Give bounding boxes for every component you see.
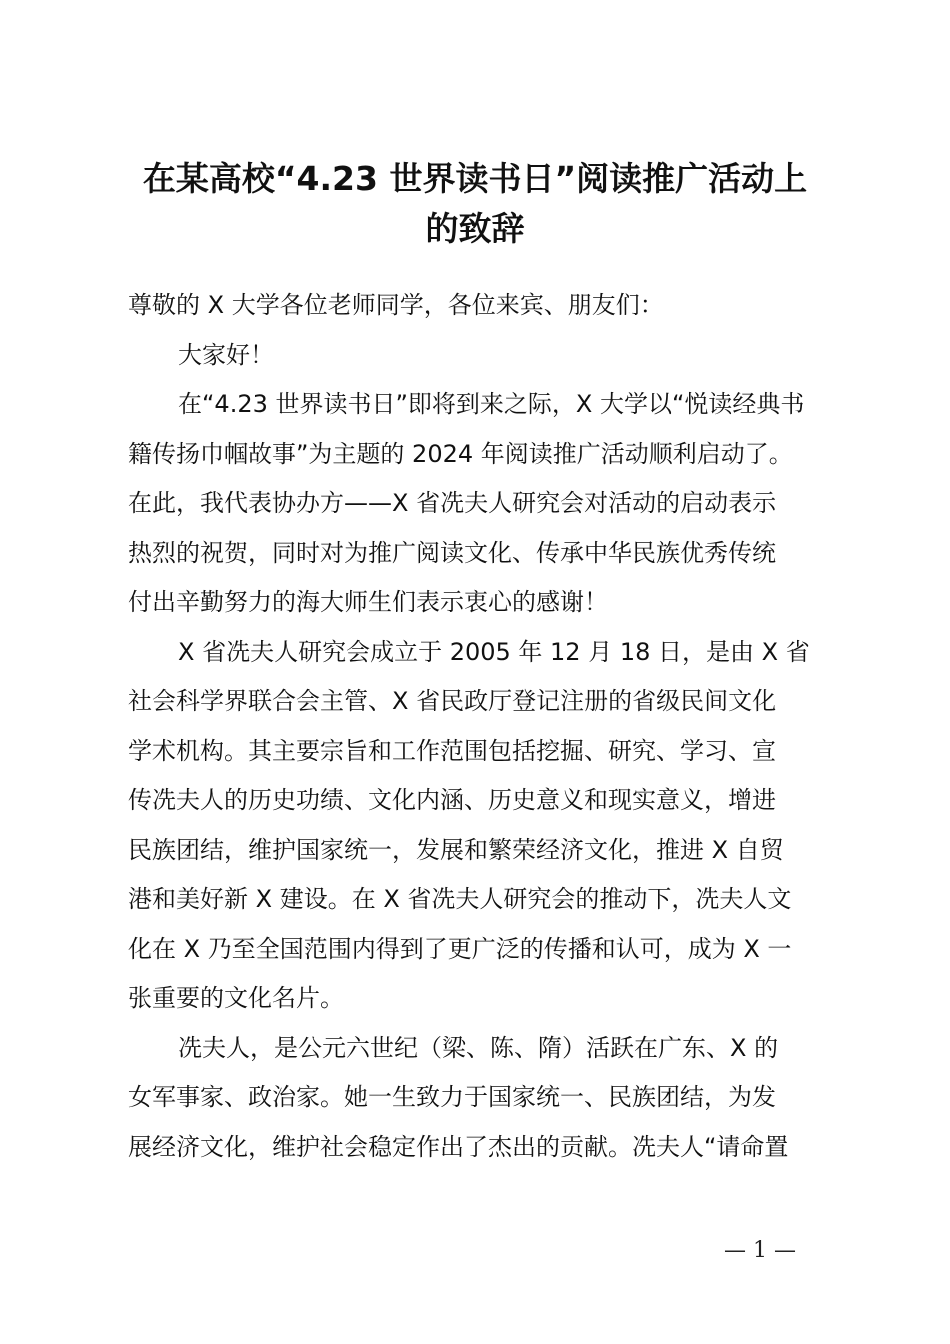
paragraph-2-line: 民族团结，维护国家统一，发展和繁荣经济文化，推进 X 自贸	[128, 835, 784, 864]
paragraph-2-line: X 省冼夫人研究会成立于 2005 年 12 月 18 日，是由 X 省	[178, 637, 810, 666]
paragraph-1-line: 籍传扬巾帼故事”为主题的 2024 年阅读推广活动顺利启动了。	[128, 439, 793, 468]
paragraph-1-line: 热烈的祝贺，同时对为推广阅读文化、传承中华民族优秀传统	[128, 538, 776, 567]
document-title	[100, 154, 850, 254]
paragraph-3-line: 展经济文化，维护社会稳定作出了杰出的贡献。冼夫人“请命置	[128, 1132, 789, 1161]
paragraph-1-line: 在此，我代表协办方——X 省冼夫人研究会对活动的启动表示	[128, 489, 777, 517]
paragraph-1-line: 付出辛勤努力的海大师生们表示衷心的感谢！	[128, 588, 608, 616]
document-body	[128, 281, 838, 1172]
paragraph-1-line: 在“4.23 世界读书日”即将到来之际，X 大学以“悦读经典书	[178, 390, 805, 418]
paragraph-2-line: 社会科学界联合会主管、X 省民政厅登记注册的省级民间文化	[128, 687, 777, 715]
title-line-2: 的致辞	[425, 209, 525, 248]
paragraph-1	[128, 380, 838, 628]
paragraph-2-line: 张重要的文化名片。	[128, 984, 344, 1012]
paragraph-2-line: 化在 X 乃至全国范围内得到了更广泛的传播和认可，成为 X 一	[128, 934, 792, 963]
title-line-1: 在某高校“4.23 世界读书日”阅读推广活动上	[142, 159, 808, 198]
paragraph-3	[128, 1024, 838, 1173]
greeting: 大家好！	[178, 340, 274, 369]
page-number: — 1 —	[724, 1238, 796, 1263]
paragraph-2	[128, 628, 838, 1024]
paragraph-2-line: 港和美好新 X 建设。在 X 省冼夫人研究会的推动下，冼夫人文	[128, 885, 792, 913]
paragraph-3-line: 冼夫人，是公元六世纪（梁、陈、隋）活跃在广东、X 的	[178, 1033, 779, 1062]
paragraph-2-line: 学术机构。其主要宗旨和工作范围包括挖掘、研究、学习、宣	[128, 736, 776, 765]
salutation: 尊敬的 X 大学各位老师同学，各位来宾、朋友们：	[128, 291, 664, 319]
paragraph-2-line: 传冼夫人的历史功绩、文化内涵、历史意义和现实意义，增进	[128, 786, 776, 814]
paragraph-3-line: 女军事家、政治家。她一生致力于国家统一、民族团结，为发	[128, 1083, 776, 1111]
